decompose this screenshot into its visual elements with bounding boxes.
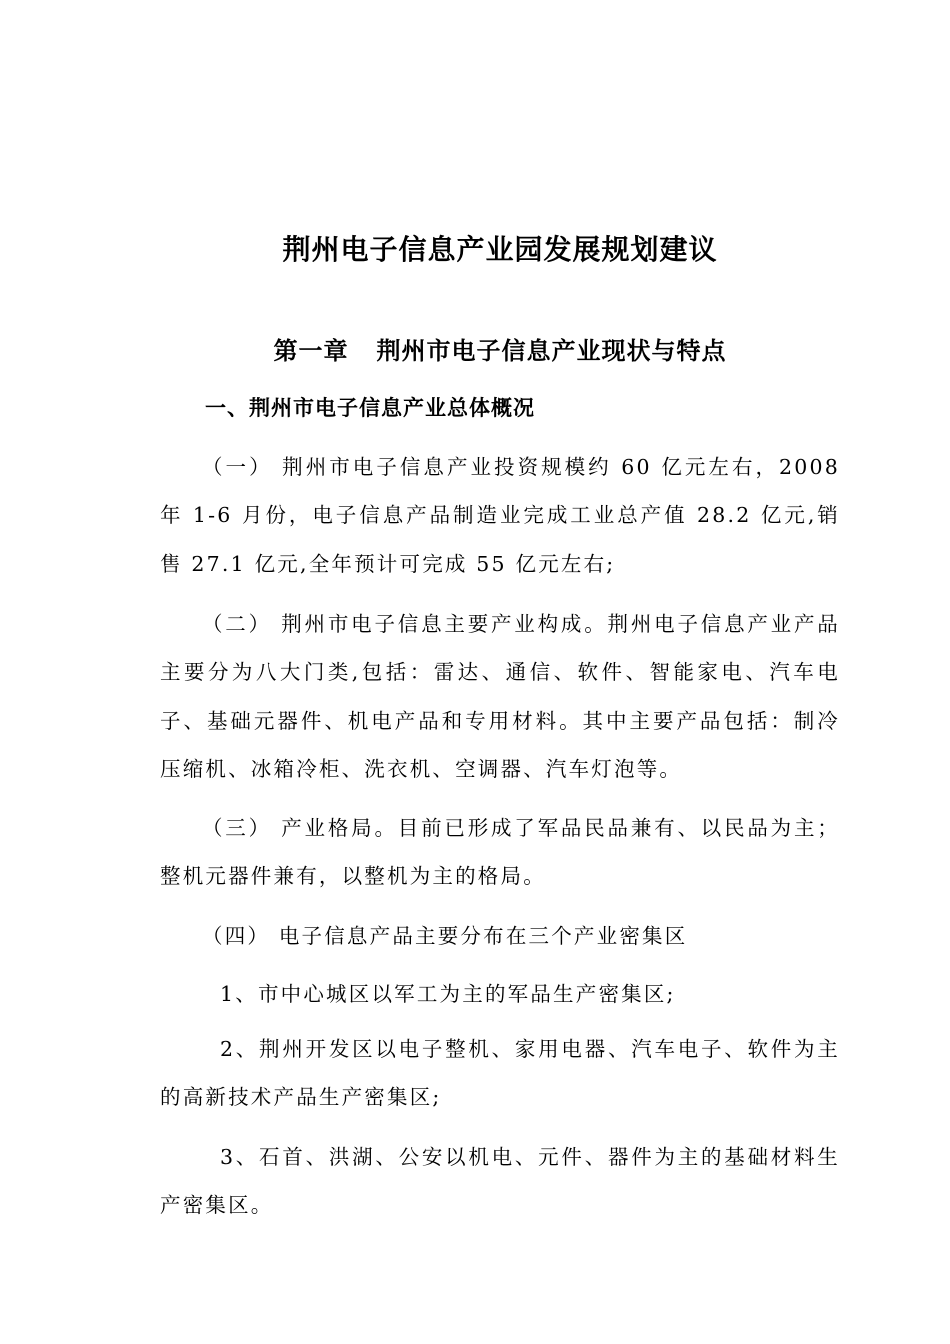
section-heading: 一、荆州市电子信息产业总体概况	[205, 396, 535, 420]
paragraph-distribution-heading: （四） 电子信息产品主要分布在三个产业密集区	[202, 924, 688, 948]
list-item-city-center: 1、市中心城区以军工为主的军品生产密集区;	[220, 982, 676, 1006]
paragraph-industry-pattern: （三） 产业格局。目前已形成了军品民品兼有、以民品为主；整机元器件兼有，以整机为主的格局。	[160, 816, 840, 889]
chapter-heading: 第一章 荆州市电子信息产业现状与特点	[273, 337, 727, 365]
list-item-basic-materials: 3、石首、洪湖、公安以机电、元件、器件为主的基础材料生产密集区。	[160, 1145, 840, 1218]
paragraph-investment-scale: （一） 荆州市电子信息产业投资规模约 60 亿元左右，2008 年 1-6 月份，电子信息产品制造业完成工业总产值 28.2 亿元,销售 27.1 亿元,全年预计可完成 55 亿元左右;	[160, 455, 840, 576]
paragraph-industry-composition: （二） 荆州市电子信息主要产业构成。荆州电子信息产业产品主要分为八大门类,包括：雷达、通信、软件、智能家电、汽车电子、基础元器件、机电产品和专用材料。其中主要产品包括：制冷压缩机、冰箱冷柜、洗衣机、空调器、汽车灯泡等。	[160, 612, 840, 781]
document-title: 荆州电子信息产业园发展规划建议	[282, 233, 718, 266]
list-item-development-zone: 2、荆州开发区以电子整机、家用电器、汽车电子、软件为主的高新技术产品生产密集区;	[160, 1037, 840, 1110]
